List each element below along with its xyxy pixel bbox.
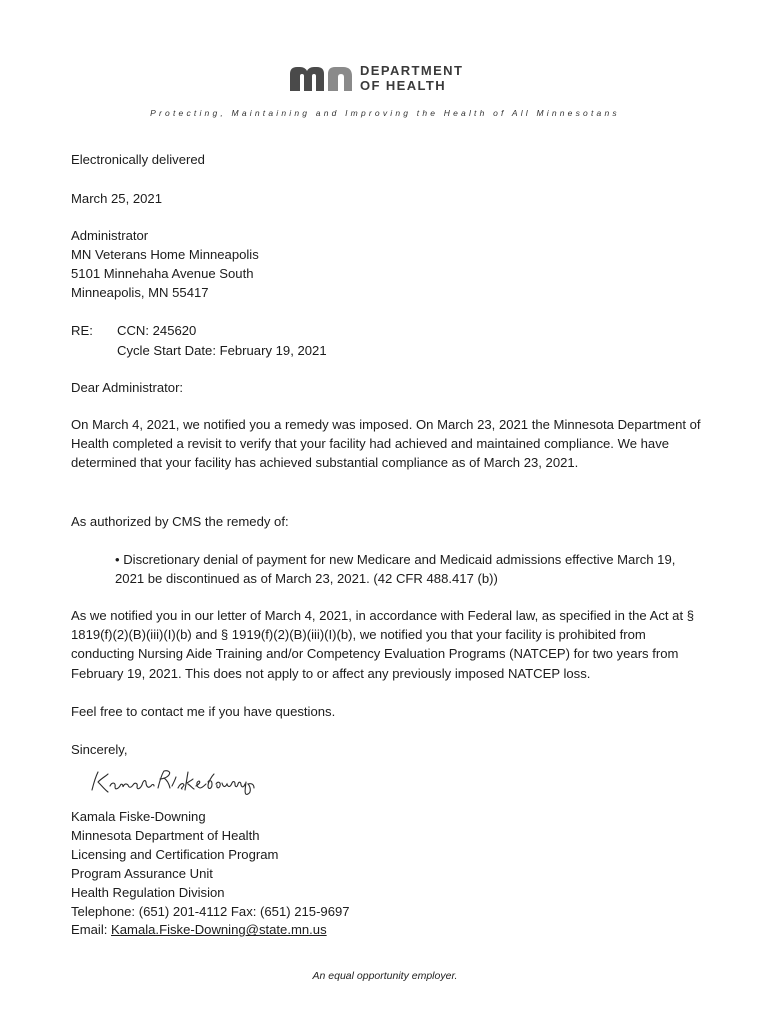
paragraph-contact: Feel free to contact me if you have questions. [71, 704, 336, 719]
paragraph-authorized: As authorized by CMS the remedy of: [71, 514, 289, 529]
closing: Sincerely, [71, 742, 128, 757]
sender-unit: Program Assurance Unit [71, 865, 213, 881]
recipient-street: 5101 Minnehaha Avenue South [71, 265, 254, 281]
recipient-city: Minneapolis, MN 55417 [71, 284, 209, 300]
sender-program: Licensing and Certification Program [71, 846, 279, 862]
logo-text: DEPARTMENT OF HEALTH [360, 63, 464, 93]
sender-name: Kamala Fiske-Downing [71, 809, 206, 824]
recipient-org: MN Veterans Home Minneapolis [71, 246, 259, 262]
re-block [117, 321, 327, 361]
paragraph-natcep: As we notified you in our letter of March 4, 2021, in accordance with Federal law, as specified in the Act at § 1819(f)(2)(B)(iii)(I)(b) and § 1919(f)(2)(B)(iii)(I)(b), we notified you that your facility is prohibited from conducting Nursing Aide Training and/or Competency Evaluation Programs (NATCEP) for two years from February 19, 2021. This does not apply to or affect any previously imposed NATCEP loss. [71, 608, 695, 681]
email-label: Email: [71, 922, 112, 938]
department-of-health-logo [288, 63, 488, 97]
tagline: Protecting, Maintaining and Improving the Health of All Minnesotans [150, 108, 620, 118]
sender-email-line [71, 921, 350, 940]
recipient-title: Administrator [71, 228, 149, 243]
sender-dept: Minnesota Department of Health [71, 827, 260, 843]
sender-division: Health Regulation Division [71, 884, 225, 900]
letter-date: March 25, 2021 [71, 191, 162, 206]
email-link[interactable]: Kamala.Fiske-Downing@state.mn.us [111, 922, 327, 938]
delivery-method: Electronically delivered [71, 152, 205, 167]
handwritten-signature [88, 768, 258, 803]
re-label: RE: [71, 323, 93, 338]
ccn: CCN: 245620 [117, 323, 197, 338]
sender-block [71, 808, 350, 940]
recipient-address [71, 227, 259, 303]
footer-equal-opportunity: An equal opportunity employer. [312, 970, 458, 982]
remedy-bullet: • Discretionary denial of payment for new Medicare and Medicaid admissions effective March 19, 2021 be discontinued as of March 23, 2021. (42 CFR 488.417 (b)) [115, 552, 676, 586]
paragraph-remedy: On March 4, 2021, we notified you a remedy was imposed. On March 23, 2021 the Minnesota Department of Health completed a revisit to verify that your facility had achieved and maintained compliance. We have determined that your facility has achieved substantial compliance as of March 23, 2021. [71, 417, 701, 471]
sender-phone: Telephone: (651) 201-4112 Fax: (651) 215-9697 [71, 903, 350, 919]
mn-logo-mark-icon [288, 65, 354, 93]
cycle-start-date: Cycle Start Date: February 19, 2021 [117, 343, 327, 358]
salutation: Dear Administrator: [71, 380, 184, 395]
